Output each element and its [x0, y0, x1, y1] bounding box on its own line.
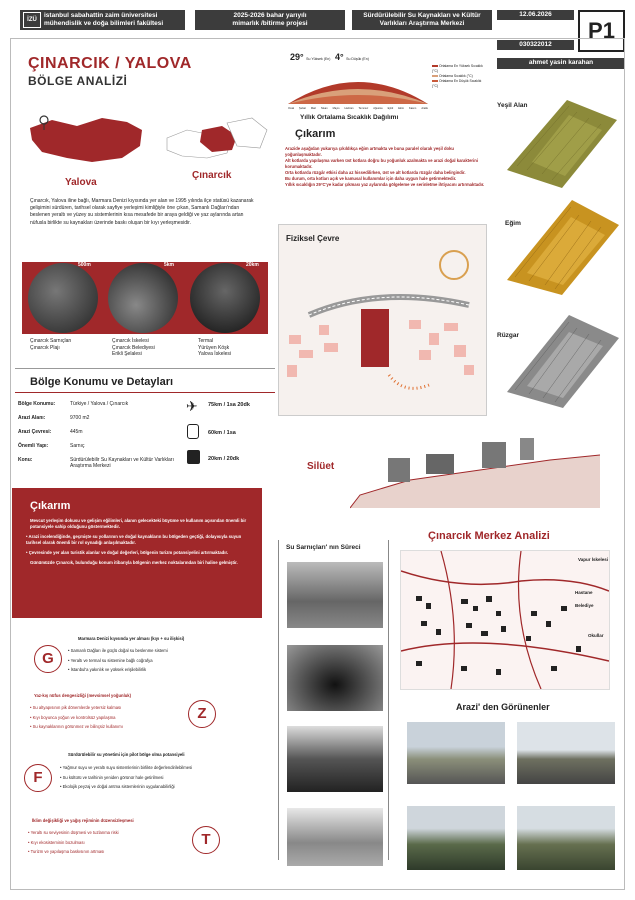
month-label: Aralık	[421, 107, 428, 110]
month-label: Ekim	[398, 107, 404, 110]
turkey-map	[22, 108, 272, 188]
bus-icon	[187, 450, 200, 464]
swot-item-text: İstanbul'a yakınlık ve yüksek erişilebilirlik	[70, 667, 147, 672]
swot-item: • Yağmur suyu ve yeraltı suyu sistemlerinin birlikte değerlendirilebilmesi	[60, 765, 193, 770]
swot-item: • Kıyı boyunca yoğun ve kontrolsüz yapılaşma	[30, 714, 116, 720]
swot-item-text: Su kültürü ve tarihinin yeniden görünür hale getirilmesi	[62, 774, 164, 780]
month-label: Ağustos	[373, 107, 383, 110]
student-no-text: 030322012	[519, 41, 552, 48]
university-line1: istanbul sabahattin zaim üniversitesi	[44, 12, 158, 19]
timeline-line-right	[388, 540, 389, 860]
swot-item: • İstanbul'a yakınlık ve yüksek erişilebilirlik	[68, 667, 147, 672]
legend-high	[432, 64, 487, 74]
cikarim-line: Alt kotlarda yapılaşma varken üst kotlara doğru bu yoğunluk azalmakta ve arazi doğal karakterini korumaktadır.	[285, 158, 478, 169]
swot-z-heading: Yaz-kış nüfus dengesizliği (mevsimsel yoğunluk)	[34, 693, 132, 698]
swot-item: • Turizm ve yapılaşma baskısının artması	[28, 849, 105, 854]
temp-min	[335, 52, 369, 62]
row-label: Arazi Çevresi:	[18, 429, 52, 435]
month-label: Kasım	[408, 107, 417, 110]
row-label: Bölge Konumu:	[18, 401, 56, 407]
swot-item-text: Yağmur suyu ve yeraltı suyu sistemlerinin birlikte değerlendirilebilmesi	[62, 765, 193, 770]
temp-min-value: 4°	[335, 52, 344, 62]
row-value: Sarnıç	[70, 443, 85, 449]
date-text: 12.06.2026	[519, 11, 552, 18]
swot-item: • Ekolojik peyzaj ve doğal arıtma sistemlerinin uygulanabilirliği	[60, 784, 175, 789]
label-yalova: Yalova	[65, 177, 97, 188]
physical-map-drawing	[279, 225, 486, 415]
swot-item: • Su kültürü ve tarihinin yeniden görünür hale getirilmesi	[60, 774, 164, 780]
swot-item: • Samanlı Dağları ile güçlü doğal su beslenme sistemi	[68, 648, 168, 653]
swot-item: • Yeraltı su seviyesinin düşmesi ve tuzlanma riski	[28, 830, 119, 835]
location-row	[18, 457, 188, 473]
month-label: Eylül	[387, 107, 394, 110]
row-value: Sürdürülebilir Su Kaynakları ve Kültür Varlıkları Araştırma Merkezi	[70, 457, 174, 469]
swot-item-text: Yeraltı su seviyesinin düşmesi ve tuzlanma riski	[30, 830, 119, 835]
cikarim-top-title: Çıkarım	[295, 128, 336, 140]
caption-line: Yürüyen Köşk	[198, 344, 230, 351]
center-title: Çınarcık Merkez Analizi	[428, 530, 550, 542]
view-photo-3	[407, 806, 505, 870]
swot-item-text: Ekolojik peyzaj ve doğal arıtma sistemlerinin uygulanabilirliği	[62, 784, 175, 789]
swot-letter-z: Z	[188, 700, 216, 728]
circle-photo-5km	[108, 263, 178, 333]
cikarim-mid-title: Çıkarım	[30, 500, 71, 512]
caption-line: Çınarcık Belediyesi	[112, 344, 155, 351]
swot-item: • Yeraltı ve termal su sistemine bağlı coğrafya	[68, 657, 153, 663]
slope-map	[497, 195, 622, 300]
swot-t-items	[28, 830, 119, 855]
physical-map	[278, 224, 487, 416]
center-map	[400, 550, 610, 690]
month-label: Ocak	[288, 107, 295, 110]
term-header	[195, 10, 345, 30]
caption-line: Çınarcık Plajı	[30, 344, 60, 351]
region-description: Çınarcık, Yalova iline bağlı, Marmara Denizi kıyısında yer alan ve 1995 yılında ilçe statüsü kazanarak gelişimini sürdüren, tarihsel olarak sayfiye yerleşimi kimliğiyle öne çıkan, Samanlı Dağları'ndan beslenen yeraltı ve yüzey su sistemlerinin kısa mesafede bir araya geldiği ve yaz aylarında artan nüfusla birlikte su kaynakları üzerinde baskı oluşan bir kıyı yerleşmesidir.	[30, 198, 254, 226]
caption-line: Termal	[198, 338, 214, 344]
view-photo-4	[517, 806, 615, 870]
cistern-photo-2	[287, 645, 383, 711]
transport-air: 75km / 1sa 20dk	[208, 402, 250, 408]
swot-item-text: Su altyapısının pik dönemlerde yetersiz kalması	[32, 705, 122, 710]
legend-low	[432, 79, 487, 89]
swot-item: • Kıyı ekosisteminin bozulması	[28, 839, 85, 845]
map-label-wind: Rüzgar	[497, 332, 520, 339]
swot-item-text: Samanlı Dağları ile güçlü doğal su beslenme sistemi	[70, 648, 168, 653]
cikarim-line: Arazide aşağıdan yukarıya çıkıldıkça eğim artmakta ve buna paralel olarak yeşil doku yoğunlaşmaktadır.	[285, 146, 454, 157]
cistern-photo-4	[287, 808, 383, 866]
swot-g-items	[68, 648, 168, 673]
bullet-text: Arazi incelendiğinde, geçmişte su yollarının ve doğal kaynakların bu bölgeden geçtiği, dolayısıyla suyun tarihsel olarak önemli bir rol oynadığı anlaşılmaktadır.	[26, 534, 242, 545]
cikarim-mid-intro: Mevcut yerleşim dokusu ve gelişim eğilimleri, alanın gelecekteki büyüme ve kullanım açısından önemli bir potansiyele sahip olduğunu göstermektedir.	[30, 518, 247, 529]
swot-item-text: Turizm ve yapılaşma baskısının artması	[30, 849, 105, 854]
swot-item: • Su kaynaklarının görünmez ve bilinçsiz kullanımı	[30, 724, 123, 729]
circle-caption-2	[112, 338, 155, 358]
row-label: Arazi Alanı:	[18, 415, 46, 421]
row-label: Konu:	[18, 457, 33, 463]
airplane-icon: ✈	[186, 398, 198, 414]
temp-min-label: Su Düşük (En)	[346, 57, 369, 61]
legend-low-label: Ortalama En Düşük Sıcaklık (°C)	[432, 79, 482, 88]
location-row	[18, 401, 188, 415]
view-photo-1	[407, 722, 505, 784]
location-divider	[15, 392, 275, 393]
month-label: Nisan	[320, 107, 328, 110]
center-label-municipality: Belediye	[575, 603, 594, 608]
timeline-line-left	[278, 540, 279, 860]
temp-max-label: Su Yüksek (En)	[306, 57, 331, 61]
view-photo-2	[517, 722, 615, 784]
bullet-item: • Çevresinde yer alan turistik alanlar ve doğal değerleri, bölgenin turizm potansiyelini artırmaktadır.	[26, 550, 229, 555]
circle-caption-1	[30, 338, 71, 351]
swot-t-heading: İklim değişikliği ve yağış rejiminin düzensizleşmesi	[32, 818, 134, 823]
cikarim-line: Bu durum, orta kotları açık ve kamusal kullanımlar için daha uygun hale getirmektedir.	[285, 176, 457, 181]
cisterns-title: Su Sarnıçları' nın Süreci	[286, 544, 361, 551]
train-icon	[187, 424, 199, 439]
swot-letter-f: F	[24, 764, 52, 792]
month-label: Şubat	[299, 107, 306, 110]
cikarim-mid-outro: Günümüzde Çınarcık, bulunduğu konum itibarıyla bölgenin merkez noktalarından biri haline gelmiştir.	[30, 560, 238, 565]
region-subtitle: BÖLGE ANALİZİ	[28, 74, 128, 88]
location-row	[18, 443, 188, 457]
row-label: Önemli Yapı:	[18, 443, 49, 449]
date-box	[497, 10, 574, 20]
caption-line: Yalova İskelesi	[198, 351, 231, 357]
cikarim-mid-block	[12, 488, 262, 618]
swot-item: • Su altyapısının pik dönemlerde yetersiz kalması	[30, 705, 122, 710]
label-cinarcik: Çınarcık	[192, 170, 232, 181]
physical-title: Fiziksel Çevre	[286, 234, 340, 243]
row-value: 445m	[70, 429, 83, 435]
row-value: 9700 m2	[70, 415, 90, 421]
row-value: Türkiye / Yalova / Çınarcık	[70, 401, 129, 407]
caption-line: Çınarcık İskelesi	[112, 338, 149, 344]
temp-legend	[432, 64, 487, 89]
swot-g-heading: Marmara Denizi kıyısında yer alması (kıyı + su ilişkisi)	[78, 636, 185, 641]
month-label: Temmuz	[358, 107, 369, 110]
distance-5km: 5km	[164, 262, 175, 268]
distance-20km: 20km	[246, 262, 259, 268]
cikarim-mid-bullets	[26, 534, 252, 566]
cikarim-line: Yıllık sıcaklığın 29°C'ye kadar çıkması yaz aylarında gölgeleme ve serinletme ihtiyacını artırmaktadır.	[285, 182, 485, 187]
transport-train: 60km / 1sa	[208, 430, 236, 436]
bullet-text: Çevresinde yer alan turistik alanlar ve doğal değerleri, bölgenin turizm potansiyelini artırmaktadır.	[28, 550, 229, 555]
legend-avg-label: Ortalama Sıcaklık (°C)	[438, 74, 473, 78]
temperature-chart	[288, 64, 428, 108]
silhouette-section	[350, 430, 605, 510]
center-label-hospital: Hastane	[575, 590, 593, 595]
term-line1: 2025-2026 bahar yarıyılı	[233, 12, 307, 19]
caption-line: Erikli Şelalesi	[112, 351, 142, 357]
month-label: Mart	[310, 107, 316, 110]
swot-item-text: Yeraltı ve termal su sistemine bağlı coğrafya	[70, 657, 153, 663]
caption-line: Çınarcık Sarnıçları	[30, 338, 72, 344]
university-line2: mühendislik ve doğa bilimleri fakültesi	[44, 20, 164, 27]
university-logo: İZÜ	[23, 12, 41, 28]
swot-item-text: Kıyı ekosisteminin bozulması	[30, 839, 85, 845]
temp-max-value: 29°	[290, 52, 304, 62]
temp-months	[288, 107, 428, 110]
views-title: Arazi' den Görünenler	[456, 702, 550, 712]
distance-500m: 500m	[78, 262, 91, 268]
cikarim-line: Orta kotlarda rüzgâr etkisi daha az hissedilirken, üst ve alt kotlarda rüzgâr daha belirgindir.	[285, 170, 466, 175]
location-row	[18, 429, 188, 443]
wind-map	[497, 310, 622, 410]
university-header	[20, 10, 185, 30]
location-title: Bölge Konumu ve Detayları	[30, 376, 174, 388]
swot-item-text: Kıyı boyunca yoğun ve kontrolsüz yapılaşma	[32, 714, 116, 720]
term-line2: mimarlık /bitirme projesi	[232, 20, 308, 27]
green-area-map	[497, 90, 622, 190]
center-map-drawing	[401, 551, 609, 689]
map-label-slope: Eğim	[505, 220, 521, 227]
cistern-photo-3	[287, 726, 383, 792]
project-line1: Sürdürülebilir Su Kaynakları ve Kültür	[363, 12, 481, 19]
student-name-text: ahmet yasin karahan	[528, 59, 594, 66]
circle-caption-3	[198, 338, 231, 358]
swot-letter-t: T	[192, 826, 220, 854]
swot-z-items	[30, 705, 123, 730]
sheet-number: P1	[578, 10, 625, 52]
location-table	[18, 401, 188, 473]
swot-f-heading: Sürdürülebilir su yönetimi için pilot bölge olma potansiyeli	[68, 752, 185, 757]
region-title: ÇINARCIK / YALOVA	[28, 55, 192, 72]
swot-letter-g: G	[34, 645, 62, 673]
temp-max	[290, 52, 330, 62]
temperature-title: Yıllık Ortalama Sıcaklık Dağılımı	[300, 114, 399, 121]
center-label-schools: Okullar	[588, 633, 604, 638]
circle-photo-20km	[190, 263, 260, 333]
section-title: Silüet	[307, 461, 335, 472]
transport-bus: 20km / 20dk	[208, 456, 240, 462]
bullet-item: • Arazi incelendiğinde, geçmişte su yollarının ve doğal kaynakların bu bölgeden geçtiği, dolayısıyla suyun tarihsel olarak önemli bir rol oynadığı anlaşılmaktadır.	[26, 534, 242, 545]
cikarim-top-text	[285, 146, 485, 188]
swot-f-items	[60, 765, 240, 790]
cistern-photo-1	[287, 562, 383, 628]
location-row	[18, 415, 188, 429]
month-label: Mayıs	[332, 107, 340, 110]
map-label-green: Yeşil Alan	[497, 102, 528, 109]
project-header	[352, 10, 492, 30]
center-label-ferry: Vapur İskelesi	[578, 557, 609, 562]
swot-item-text: Su kaynaklarının görünmez ve bilinçsiz kullanımı	[32, 724, 123, 729]
month-label: Haziran	[344, 107, 354, 110]
divider	[15, 368, 275, 369]
legend-high-label: Ortalama En Yüksek Sıcaklık (°C)	[432, 64, 483, 73]
circle-photo-500m	[28, 263, 98, 333]
project-line2: Varlıkları Araştırma Merkezi	[379, 20, 465, 27]
